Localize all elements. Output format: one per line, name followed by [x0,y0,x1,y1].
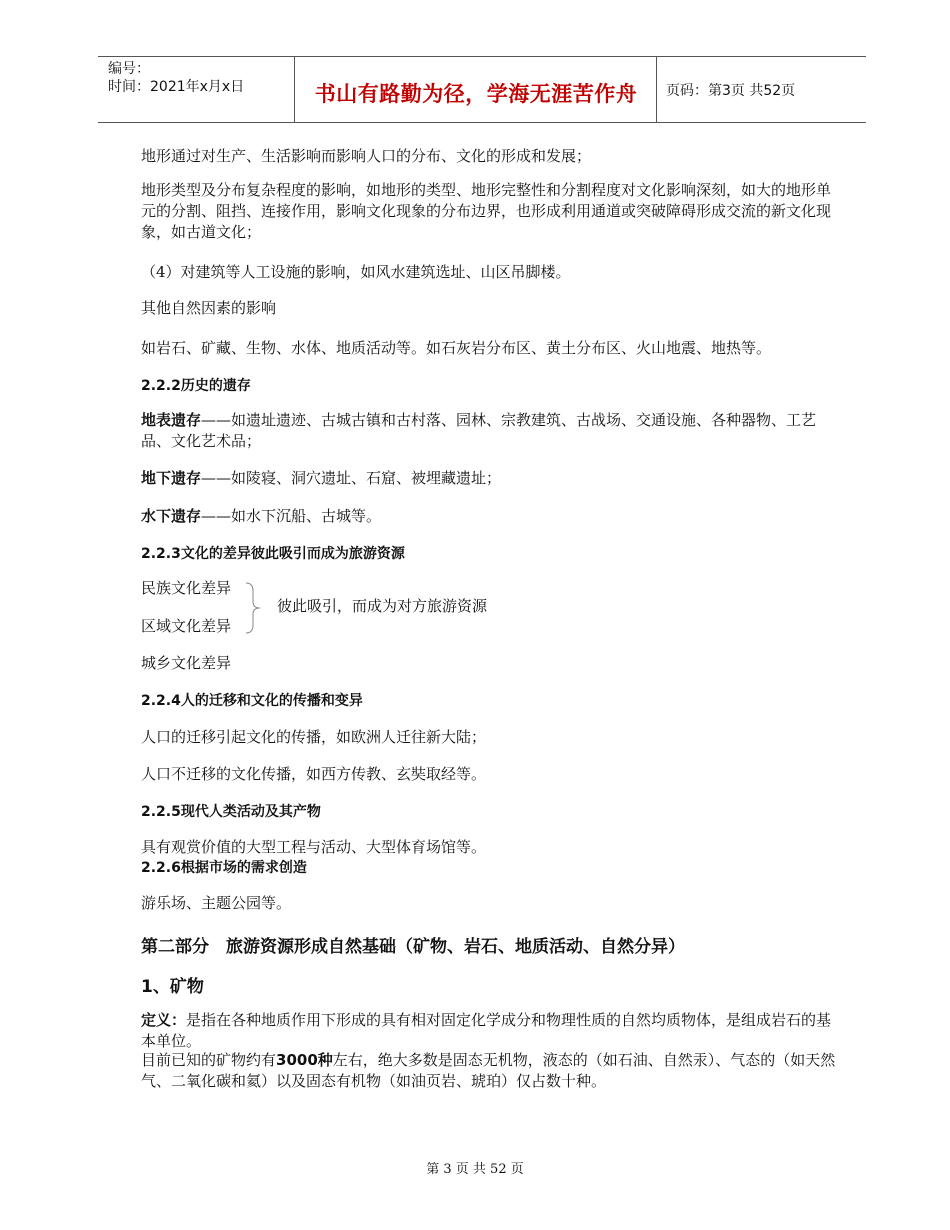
paragraph-surface-remains [141,410,841,452]
diff-urban-rural: 城乡文化差异 [141,654,232,672]
diff-note: 彼此吸引，而成为对方旅游资源 [277,597,488,615]
header-divider-right [656,56,657,122]
mineral-count-number: 3000种 [276,1051,333,1069]
underwater-remains-label: 水下遗存 [141,507,202,525]
mineral-count-text-a: 目前已知的矿物约有 [141,1051,277,1069]
header-meta [108,60,244,96]
underwater-remains-text: ——如水下沉船、古城等。 [201,507,382,525]
surface-remains-text: ——如遗址遗迹、古城古镇和古村落、园林、宗教建筑、古战场、交通设施、各种器物、工艺品、文化艺术品； [141,411,817,450]
paragraph-mineral-definition [141,1010,841,1052]
diff-regional: 区域文化差异 [141,617,232,635]
page-footer: 第 3 页 共 52 页 [426,1162,524,1177]
heading-2-2-6: 2.2.6根据市场的需求创造 [141,860,307,876]
header-divider-left [294,56,295,122]
mineral-count-text-c: 左右，绝大多数是固态无机物，液态的（如石油、自然汞）、气态的（如天然气、二氧化碳和氦）以及固态有机物（如油页岩、琥珀）仅占数十种。 [141,1051,836,1090]
paragraph-mineral-count [141,1050,841,1092]
paragraph-terrain-population: 地形通过对生产、生活影响而影响人口的分布、文化的形成和发展； [141,147,592,165]
definition-text: 是指在各种地质作用下形成的具有相对固定化学成分和物理性质的自然均质物体，是组成岩石的基本单位。 [141,1011,832,1050]
paragraph-examples: 如岩石、矿藏、生物、水体、地质活动等。如石灰岩分布区、黄土分布区、火山地震、地热等。 [141,339,772,357]
section-minerals-title: 1、矿物 [141,977,204,997]
right-brace-icon [243,582,263,634]
header-motto: 书山有路勤为径，学海无涯苦作舟 [314,82,638,106]
heading-2-2-5: 2.2.5现代人类活动及其产物 [141,804,321,820]
header-time: 时间：2021年x月x日 [108,79,245,95]
header-bottom-rule [98,122,866,123]
heading-2-2-2: 2.2.2历史的遗存 [141,378,251,394]
paragraph-underwater-remains [141,506,841,527]
paragraph-migration: 人口的迁移引起文化的传播，如欧洲人迁往新大陆； [141,728,487,746]
paragraph-modern-works: 具有观赏价值的大型工程与活动、大型体育场馆等。 [141,838,487,856]
definition-label: 定义： [141,1011,187,1029]
underground-remains-label: 地下遗存 [141,469,202,487]
heading-2-2-3: 2.2.3文化的差异彼此吸引而成为旅游资源 [141,546,405,562]
surface-remains-label: 地表遗存 [141,411,202,429]
paragraph-other-factors: 其他自然因素的影响 [141,299,277,317]
paragraph-underground-remains [141,468,841,489]
header-page-number: 页码：第3页 共52页 [666,83,796,99]
paragraph-architecture: （4）对建筑等人工设施的影响，如风水建筑选址、山区吊脚楼。 [141,263,571,281]
diff-ethnic: 民族文化差异 [141,579,232,597]
underground-remains-text: ——如陵寝、洞穴遗址、石窟、被埋藏遗址； [201,469,502,487]
paragraph-theme-parks: 游乐场、主题公园等。 [141,894,292,912]
header-number: 编号： [108,61,150,77]
paragraph-terrain-types: 地形类型及分布复杂程度的影响，如地形的类型、地形完整性和分割程度对文化影响深刻，如大的地形单元的分割、阻挡、连接作用，影响文化现象的分布边界，也形成利用通道或突破障碍形成交流的新文化现象，如古道文化； [141,181,832,241]
header-top-rule [98,56,866,57]
paragraph-non-migration: 人口不迁移的文化传播，如西方传教、玄奘取经等。 [141,765,487,783]
heading-2-2-4: 2.2.4人的迁移和文化的传播和变异 [141,693,363,709]
part-two-title: 第二部分 旅游资源形成自然基础（矿物、岩石、地质活动、自然分异） [141,937,685,957]
